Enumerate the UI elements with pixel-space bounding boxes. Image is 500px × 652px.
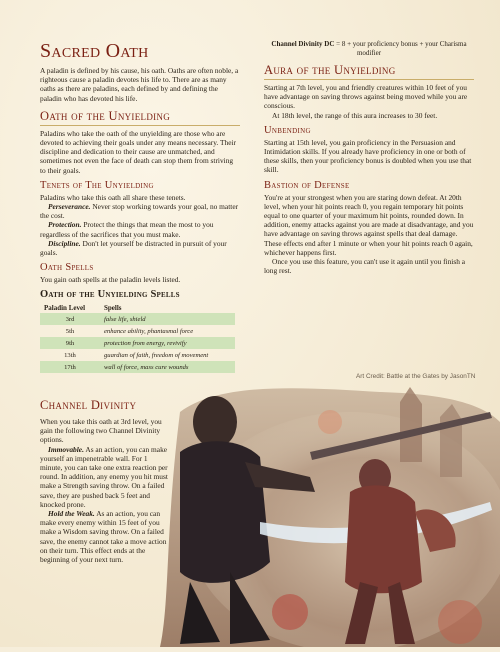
bastion-heading: Bastion of Defense bbox=[264, 179, 350, 191]
right-column bbox=[264, 40, 474, 275]
tenet-discipline: Discipline. Don't let yourself be distracted in pursuit of your goals. bbox=[40, 238, 227, 258]
spells-cell: false life, shield bbox=[100, 313, 235, 325]
spells-cell: wall of force, mass cure wounds bbox=[100, 361, 235, 373]
unbending-paragraph: Starting at 15th level, you gain proficiency in the Persuasion and Intimidation skills. If you already have proficiency in one or both of these skills, then your proficiency bonus is doubled when you use that skill. bbox=[264, 137, 472, 175]
channel-dc-formula: Channel Divinity DC = 8 + your proficiency bonus + your Charisma modifier bbox=[271, 40, 467, 57]
tenet-protection: Protection. Protect the things that mean the most to you regardless of the sacrifices that you must make. bbox=[40, 220, 214, 239]
channel-heading: Channel Divinity bbox=[40, 398, 137, 412]
spells-cell: protection from energy, revivify bbox=[100, 337, 235, 349]
left-column bbox=[40, 40, 240, 373]
spells-table-title: Oath of the Unyielding Spells bbox=[40, 289, 180, 301]
aura-paragraph-2: At 18th level, the range of this aura increases to 30 feet. bbox=[272, 110, 438, 120]
oath-heading: Oath of the Unyielding bbox=[40, 109, 240, 126]
art-credit: Art Credit: Battle at the Gates by JasonTN bbox=[356, 373, 476, 380]
table-header: Paladin Level bbox=[44, 304, 86, 313]
table-header-row bbox=[40, 303, 235, 313]
aura-heading: Aura of the Unyielding bbox=[264, 63, 474, 80]
table-row bbox=[40, 313, 235, 325]
oath-spells-text: You gain oath spells at the paladin levels listed. bbox=[40, 275, 181, 285]
channel-option-hold-the-weak: Hold the Weak. As an action, you can make every enemy within 15 feet of you make a Wisdom saving throw. On a failed save, the enemy cannot take a move action on their turn. This effect ends at the beginning of your next turn. bbox=[40, 509, 167, 565]
oath-paragraph: Paladins who take the oath of the unyielding are those who are devoted to achieving their goals under any means necessary. Their discipline and dedication to their cause are unmatched, and sometimes not even the face of death can stop them from striving to their goals. bbox=[40, 128, 236, 175]
intro-paragraph: A paladin is defined by his cause, his oath. Oaths are often noble, a righteous cause a paladin devotes his life to. There are as many oaths as there are paladins, each defined by and defining the paladin who has devoted his life. bbox=[40, 66, 239, 103]
tenets-heading: Tenets of The Unyielding bbox=[40, 179, 154, 191]
level-cell: 9th bbox=[40, 337, 100, 349]
table-row bbox=[40, 325, 235, 337]
channel-intro: When you take this oath at 3rd level, you gain the following two Channel Divinity options. bbox=[40, 417, 162, 445]
level-cell: 5th bbox=[65, 327, 75, 335]
aura-paragraph: Starting at 7th level, you and friendly creatures within 10 feet of you have advantage on saving throws against being moved while you are conscious. bbox=[264, 83, 468, 111]
page-title: Sacred Oath bbox=[40, 40, 149, 62]
tenets-intro: Paladins who take this oath all share these tenets. bbox=[40, 192, 186, 202]
table-row bbox=[40, 361, 235, 373]
table-row bbox=[40, 349, 235, 361]
oath-spells-heading: Oath Spells bbox=[40, 262, 94, 274]
tenet-perseverance: Perseverance. Never stop working towards your goal, no matter the cost. bbox=[40, 202, 239, 221]
spells-cell: guardian of faith, freedom of movement bbox=[104, 351, 209, 359]
channel-divinity-section bbox=[40, 398, 168, 564]
bastion-paragraph-2: Once you use this feature, you can't use it again until you finish a long rest. bbox=[264, 257, 466, 276]
unbending-heading: Unbending bbox=[264, 124, 311, 136]
channel-option-immovable: Immovable. As an action, you can make yourself an impenetrable wall. For 1 minute, you can take one extra reaction per round. In addition, any enemy you hit must make a Strength saving throw. On a failed save, they are pushed back 5 feet and knocked prone. bbox=[40, 444, 168, 509]
level-cell: 17th bbox=[40, 361, 100, 373]
battle-illustration bbox=[160, 382, 500, 647]
table-row bbox=[40, 337, 235, 349]
spells-table bbox=[40, 303, 235, 373]
level-cell: 13th bbox=[64, 351, 76, 359]
level-cell: 3rd bbox=[40, 313, 100, 325]
table-header: Spells bbox=[104, 304, 122, 313]
bastion-paragraph: You're at your strongest when you are staring down defeat. At 20th level, when your hit points reach 0, you regain temporary hit points equal to one quarter of your maximum hit points, rounded down. In addition, enemy attacks against you are made at disadvantage, and you have advantage on saving throws against spells that deal damage. These effects end after 1 minute or when your hit points reach 0 again, whichever happens first. bbox=[264, 192, 474, 257]
spells-cell: enhance ability, phantasmal force bbox=[104, 327, 194, 335]
